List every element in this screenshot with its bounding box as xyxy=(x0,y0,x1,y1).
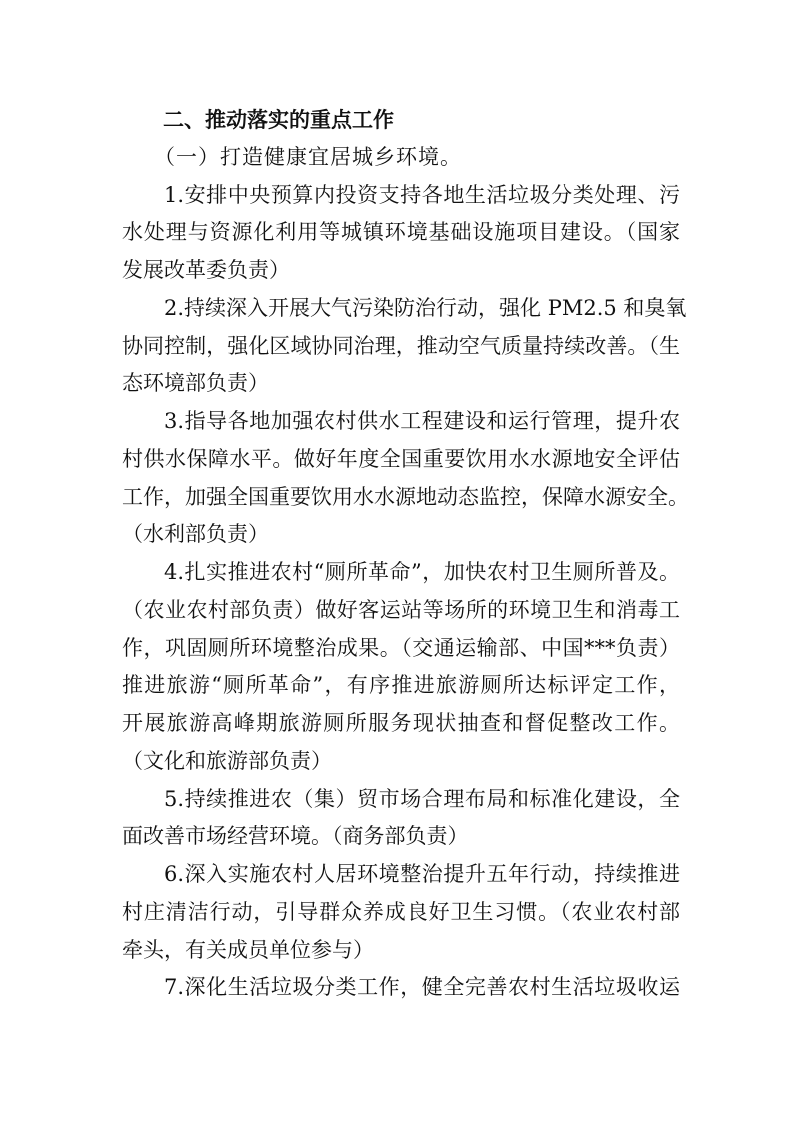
paragraph xyxy=(122,554,680,781)
paragraph-line: 面改善市场经营环境。（商务部负责） xyxy=(122,824,469,849)
paragraph xyxy=(122,969,680,1007)
paragraph xyxy=(122,781,680,857)
paragraph xyxy=(122,177,680,290)
paragraph-line: 村庄清洁行动，引导群众养成良好卫生习惯。（农业农村部 xyxy=(122,899,680,924)
paragraph xyxy=(122,856,680,969)
paragraph-line: 6.深入实施农村人居环境整治提升五年行动，持续推进 xyxy=(164,862,680,886)
paragraph-line: 5.持续推进农（集）贸市场合理布局和标准化建设，全 xyxy=(164,786,680,811)
paragraph-line: 作，巩固厕所环境整治成果。（交通运输部、中国***负责） xyxy=(122,635,680,660)
section-heading: 二、推动落实的重点工作 xyxy=(163,107,394,132)
paragraph-line: 工作，加强全国重要饮用水水源地动态监控，保障水源安全。 xyxy=(122,484,689,509)
paragraph-line: 发展改革委负责） xyxy=(122,258,290,282)
paragraph-line: 协同控制，强化区域协同治理，推动空气质量持续改善。（生 xyxy=(122,333,680,358)
paragraph-line: 7.深化生活垃圾分类工作，健全完善农村生活垃圾收运 xyxy=(164,975,680,1000)
paragraph xyxy=(122,403,689,554)
paragraph-line: 4.扎实推进农村“厕所革命”，加快农村卫生厕所普及。 xyxy=(164,560,680,584)
subsection-heading: （一）打造健康宜居城乡环境。 xyxy=(154,144,462,169)
paragraph-line: 牵头，有关成员单位参与） xyxy=(122,937,374,962)
paragraph-line: （农业农村部负责）做好客运站等场所的环境卫生和消毒工 xyxy=(122,597,680,622)
paragraph-line: （文化和旅游部负责） xyxy=(122,748,332,773)
paragraph-line: 村供水保障水平。做好年度全国重要饮用水水源地安全评估 xyxy=(122,446,680,471)
paragraph xyxy=(122,290,687,403)
paragraph-line: （水利部负责） xyxy=(122,522,269,547)
paragraph-line: 2.持续深入开展大气污染防治行动，强化 PM2.5 和臭氧 xyxy=(164,295,687,320)
paragraph-line: 1.安排中央预算内投资支持各地生活垃圾分类处理、污 xyxy=(164,182,680,207)
paragraph-list xyxy=(122,177,689,1008)
document-page xyxy=(122,101,689,1007)
paragraph-line: 开展旅游高峰期旅游厕所服务现状抽查和督促整改工作。 xyxy=(122,711,680,735)
paragraph-line: 推进旅游“厕所革命”，有序推进旅游厕所达标评定工作， xyxy=(122,673,680,698)
paragraph-line: 3.指导各地加强农村供水工程建设和运行管理，提升农 xyxy=(164,409,680,433)
paragraph-line: 水处理与资源化利用等城镇环境基础设施项目建设。（国家 xyxy=(122,220,680,245)
paragraph-line: 态环境部负责） xyxy=(122,371,269,396)
